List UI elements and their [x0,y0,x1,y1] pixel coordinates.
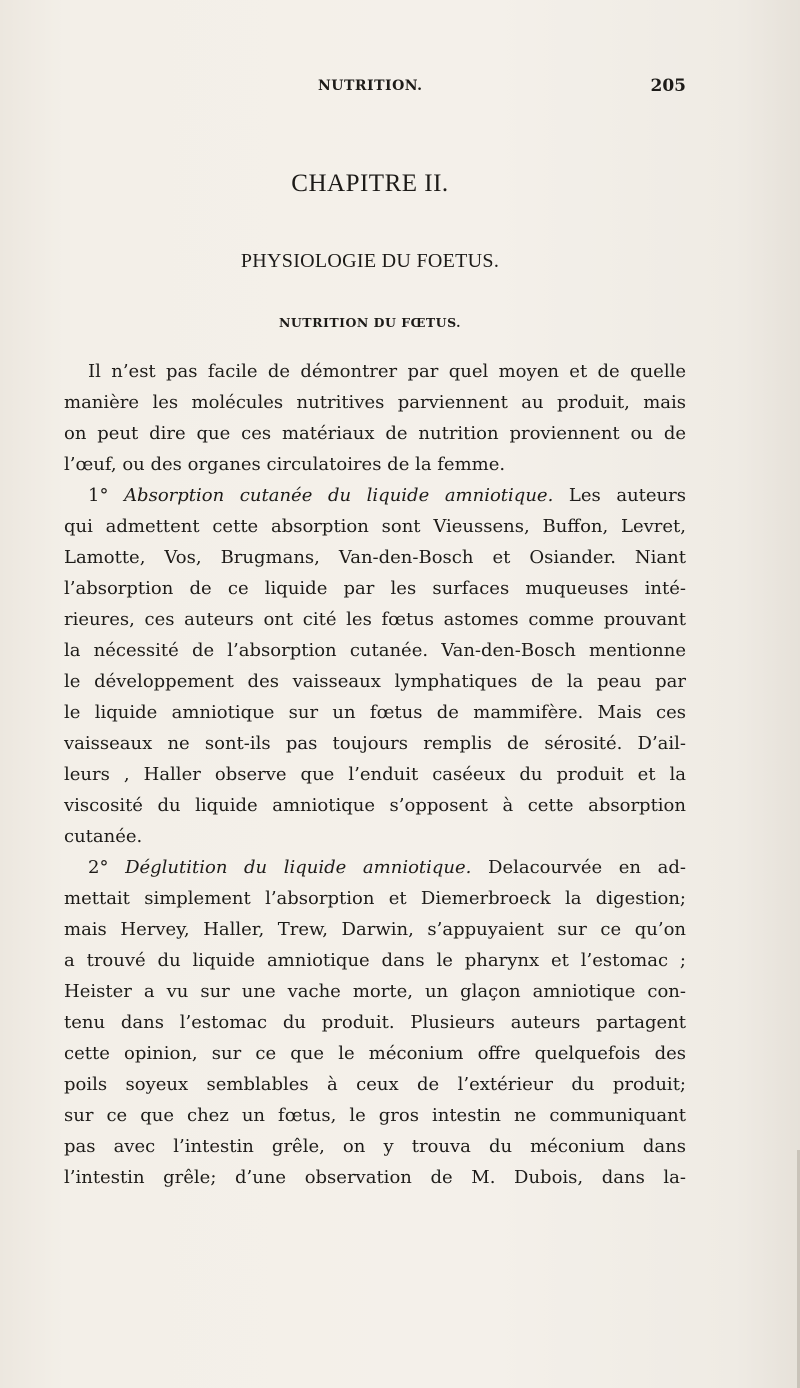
text-line: mettait simplement l’absorption et Diemerbroeck la digestion; [64,888,686,909]
line-rest: Les auteurs [553,485,686,506]
italic-heading: Déglutition du liquide amniotique. [125,857,472,878]
page-number: 205 [650,76,686,96]
section-title: PHYSIOLOGIE DU FOETUS. [240,250,500,272]
text-line: qui admettent cette absorption sont Vieussens, Buffon, Levret, [64,516,686,537]
text-line: sur ce que chez un fœtus, le gros intestin ne communiquant [64,1105,686,1126]
text-line: mais Hervey, Haller, Trew, Darwin, s’appuyaient sur ce qu’on [64,919,686,940]
text-line: la nécessité de l’absorption cutanée. Van-den-Bosch mentionne [64,640,686,661]
text-line: le liquide amniotique sur un fœtus de mammifère. Mais ces [64,702,686,723]
text-line: manière les molécules nutritives parviennent au produit, mais [64,392,686,413]
text-line: Lamotte, Vos, Brugmans, Van-den-Bosch et Osiander. Niant [64,547,686,568]
text-line: Heister a vu sur une vache morte, un glaçon amniotique con- [64,981,686,1002]
italic-heading: Absorption cutanée du liquide amniotique. [124,485,554,506]
text-line: poils soyeux semblables à ceux de l’extérieur du produit; [64,1074,686,1095]
text-line: l’œuf, ou des organes circulatoires de la femme. [64,454,506,475]
text-line: l’intestin grêle; d’une observation de M. Dubois, dans la- [64,1167,686,1188]
text-line: tenu dans l’estomac du produit. Plusieurs auteurs partagent [64,1012,686,1033]
text-line: l’absorption de ce liquide par les surfaces muqueuses inté- [64,578,686,599]
text-line-italic-heading [64,852,686,883]
subsection-title: NUTRITION DU FŒTUS. [278,315,462,330]
text-line-italic-heading [64,480,686,511]
text-line: pas avec l’intestin grêle, on y trouva du méconium dans [64,1136,686,1157]
chapter-title: CHAPITRE II. [291,170,449,197]
text-line: rieures, ces auteurs ont cité les fœtus astomes comme prouvant [64,609,686,630]
paragraph-number: 1° [88,485,125,506]
text-line: a trouvé du liquide amniotique dans le pharynx et l’estomac ; [64,950,686,971]
text-line: viscosité du liquide amniotique s’opposent à cette absorption [64,795,686,816]
text-line: vaisseaux ne sont-ils pas toujours remplis de sérosité. D’ail- [64,733,686,754]
text-line: leurs , Haller observe que l’enduit caséeux du produit et la [64,764,686,785]
text-line: Il n’est pas facile de démontrer par quel moyen et de quelle [88,361,686,382]
paragraph-number: 2° [88,857,126,878]
running-head: NUTRITION. [318,78,423,94]
text-line: on peut dire que ces matériaux de nutrition proviennent ou de [64,423,686,444]
text-line: cette opinion, sur ce que le méconium offre quelquefois des [64,1043,686,1064]
line-rest: Delacourvée en ad- [471,857,686,878]
body-text [64,356,686,1193]
text-line: cutanée. [64,826,143,847]
text-line: le développement des vaisseaux lymphatiques de la peau par [64,671,686,692]
page-header [64,76,686,100]
